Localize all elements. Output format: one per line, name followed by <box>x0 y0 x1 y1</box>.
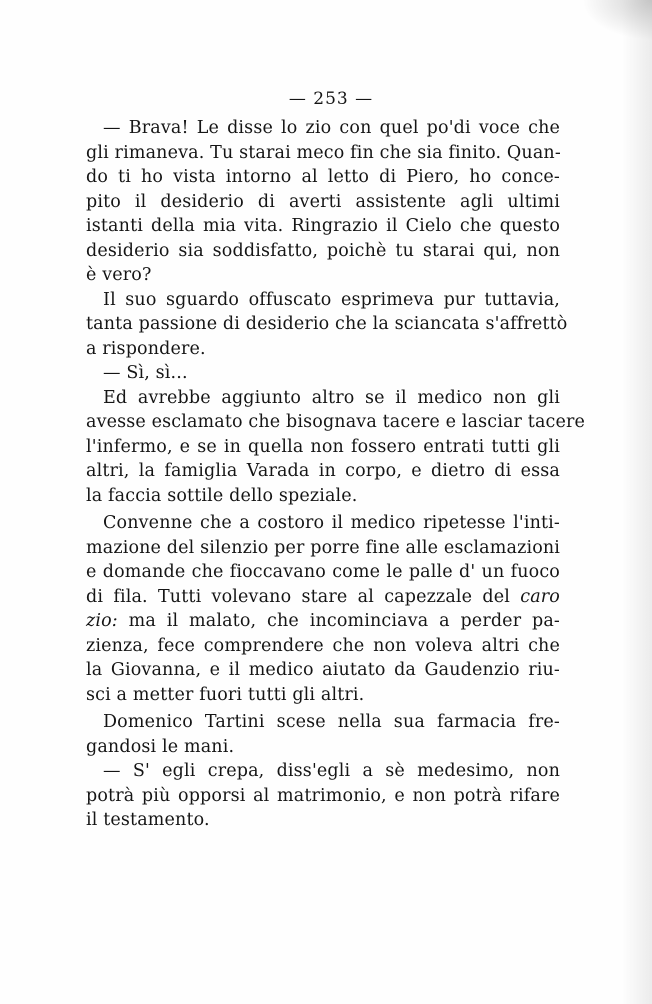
italic-word: caro <box>520 586 560 607</box>
text-line <box>86 759 560 784</box>
text-line-content: desiderio sia soddisfatto, poichè tu starai qui, non <box>86 240 560 261</box>
text-line <box>86 585 560 610</box>
text-line-content: gandosi le mani. <box>86 736 235 757</box>
text-line-content: potrà più opporsi al matrimonio, e non potrà rifare <box>86 785 560 806</box>
text-line-content: do ti ho vista intorno al letto di Piero, ho conce- <box>86 167 560 187</box>
text-line <box>86 511 560 536</box>
text-line <box>86 410 586 435</box>
text-line-content: — S' egli crepa, diss'egli a sè medesimo, non <box>103 761 560 781</box>
text-line-content: sci a metter fuori tutti gli altri. <box>86 684 365 705</box>
text-line <box>86 710 560 735</box>
text-line <box>86 263 560 288</box>
text-line-content: Il suo sguardo offuscato esprimeva pur tuttavia, <box>103 289 560 310</box>
text-line <box>86 484 560 509</box>
text-line-content: l'infermo, e se in quella non fossero entrati tutti gli <box>86 436 560 457</box>
text-line-content: Ed avrebbe aggiunto altro se il medico non gli <box>103 387 560 408</box>
text-line <box>86 735 560 760</box>
text-line <box>86 141 560 166</box>
text-line-content: di fila. Tutti volevano stare al capezzale del <box>86 586 511 607</box>
text-line <box>86 386 560 411</box>
text-line-content: pito il desiderio di averti assistente agli ultimi <box>86 191 560 212</box>
text-line <box>86 683 560 708</box>
text-line <box>86 536 560 561</box>
text-line-content: — Brava! Le disse lo zio con quel po'di voce che <box>103 118 560 138</box>
text-line-content: il testamento. <box>86 810 210 830</box>
text-line-content: Convenne che a costoro il medico ripetesse l'inti- <box>103 513 560 533</box>
body-text <box>86 116 586 833</box>
text-line <box>86 214 560 239</box>
page-corner-shadow <box>582 0 652 40</box>
text-line <box>86 190 560 215</box>
text-line-content: la Giovanna, e il medico aiutato da Gaudenzio riu- <box>86 660 560 680</box>
text-line-content: a rispondere. <box>86 338 206 359</box>
text-line <box>86 239 560 264</box>
text-line <box>86 634 560 659</box>
text-line <box>86 435 560 460</box>
text-line <box>86 609 560 634</box>
text-line <box>86 312 568 337</box>
text-line-content: e domande che fioccavano come le palle d' un fuoco <box>86 562 560 582</box>
text-line <box>86 288 560 313</box>
text-line <box>86 459 560 484</box>
text-line <box>86 337 560 362</box>
text-line-content: istanti della mia vita. Ringrazio il Cielo che questo <box>86 216 560 236</box>
text-line-content: ma il malato, che incominciava a perder pa- <box>128 611 560 631</box>
text-line <box>86 165 560 190</box>
text-line-content: la faccia sottile dello speziale. <box>86 485 358 506</box>
text-line <box>86 658 560 683</box>
text-line-content: altri, la famiglia Varada in corpo, e dietro di essa <box>86 461 560 481</box>
text-line-content: zienza, fece comprendere che non voleva altri che <box>86 635 560 656</box>
page-number: — 253 — <box>288 89 374 109</box>
text-line-content: mazione del silenzio per porre fine alle esclamazioni <box>86 537 561 558</box>
text-line-content: è vero? <box>86 265 152 285</box>
page-edge-shadow <box>622 0 652 1004</box>
text-line <box>86 560 560 585</box>
text-line-content: avesse esclamato che bisognava tacere e lasciar tacere <box>86 412 586 432</box>
text-line-content: Domenico Tartini scese nella sua farmacia fre- <box>103 712 560 732</box>
text-line <box>86 784 560 809</box>
text-line <box>86 361 560 386</box>
text-line <box>86 808 560 833</box>
text-line-content: — Sì, sì... <box>103 363 188 383</box>
text-line-content: gli rimaneva. Tu starai meco fin che sia finito. Quan- <box>86 142 561 163</box>
text-line-content: tanta passione di desiderio che la sciancata s'affrettò <box>86 314 568 334</box>
italic-word: zio: <box>86 611 118 631</box>
text-line <box>86 116 560 141</box>
